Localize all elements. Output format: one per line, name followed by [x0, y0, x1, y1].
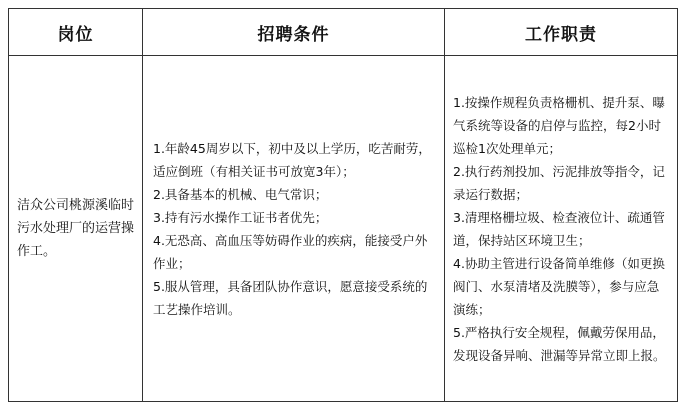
requirement-item: 3.持有污水操作工证书者优先； [153, 209, 328, 225]
position-text: 洁众公司桃源溪临时污水处理厂的运营操作工。 [17, 198, 135, 259]
header-requirements: 招聘条件 [143, 9, 445, 56]
duty-item: 5.严格执行安全规程，佩戴劳保用品，发现设备异响、泄漏等异常立即上报。 [453, 324, 666, 363]
recruitment-table [8, 8, 678, 402]
table-header-row [9, 9, 678, 56]
requirement-item: 4.无恐高、高血压等妨碍作业的疾病，能接受户外作业； [153, 232, 428, 271]
duty-item: 2.执行药剂投加、污泥排放等指令，记录运行数据； [453, 163, 665, 202]
table-row [9, 56, 678, 402]
requirement-item: 1.年龄45周岁以下，初中及以上学历，吃苦耐劳，适应倒班（有相关证书可放宽3年）； [153, 140, 431, 179]
duties-cell [445, 56, 678, 402]
duty-item: 3.清理格栅垃圾、检查液位计、疏通管道，保持站区环境卫生； [453, 209, 665, 248]
duty-item: 4.协助主管进行设备简单维修（如更换阀门、水泵清堵及洗膜等），参与应急演练； [453, 255, 665, 317]
requirement-item: 5.服从管理，具备团队协作意识，愿意接受系统的工艺操作培训。 [153, 278, 428, 317]
requirement-item: 2.具备基本的机械、电气常识； [153, 186, 328, 202]
position-cell [9, 56, 143, 402]
requirements-cell [143, 56, 445, 402]
duty-item: 1.按操作规程负责格栅机、提升泵、曝气系统等设备的启停与监控，每2小时巡检1次处理单元； [453, 94, 665, 156]
header-position: 岗位 [9, 9, 143, 56]
header-duties: 工作职责 [445, 9, 678, 56]
